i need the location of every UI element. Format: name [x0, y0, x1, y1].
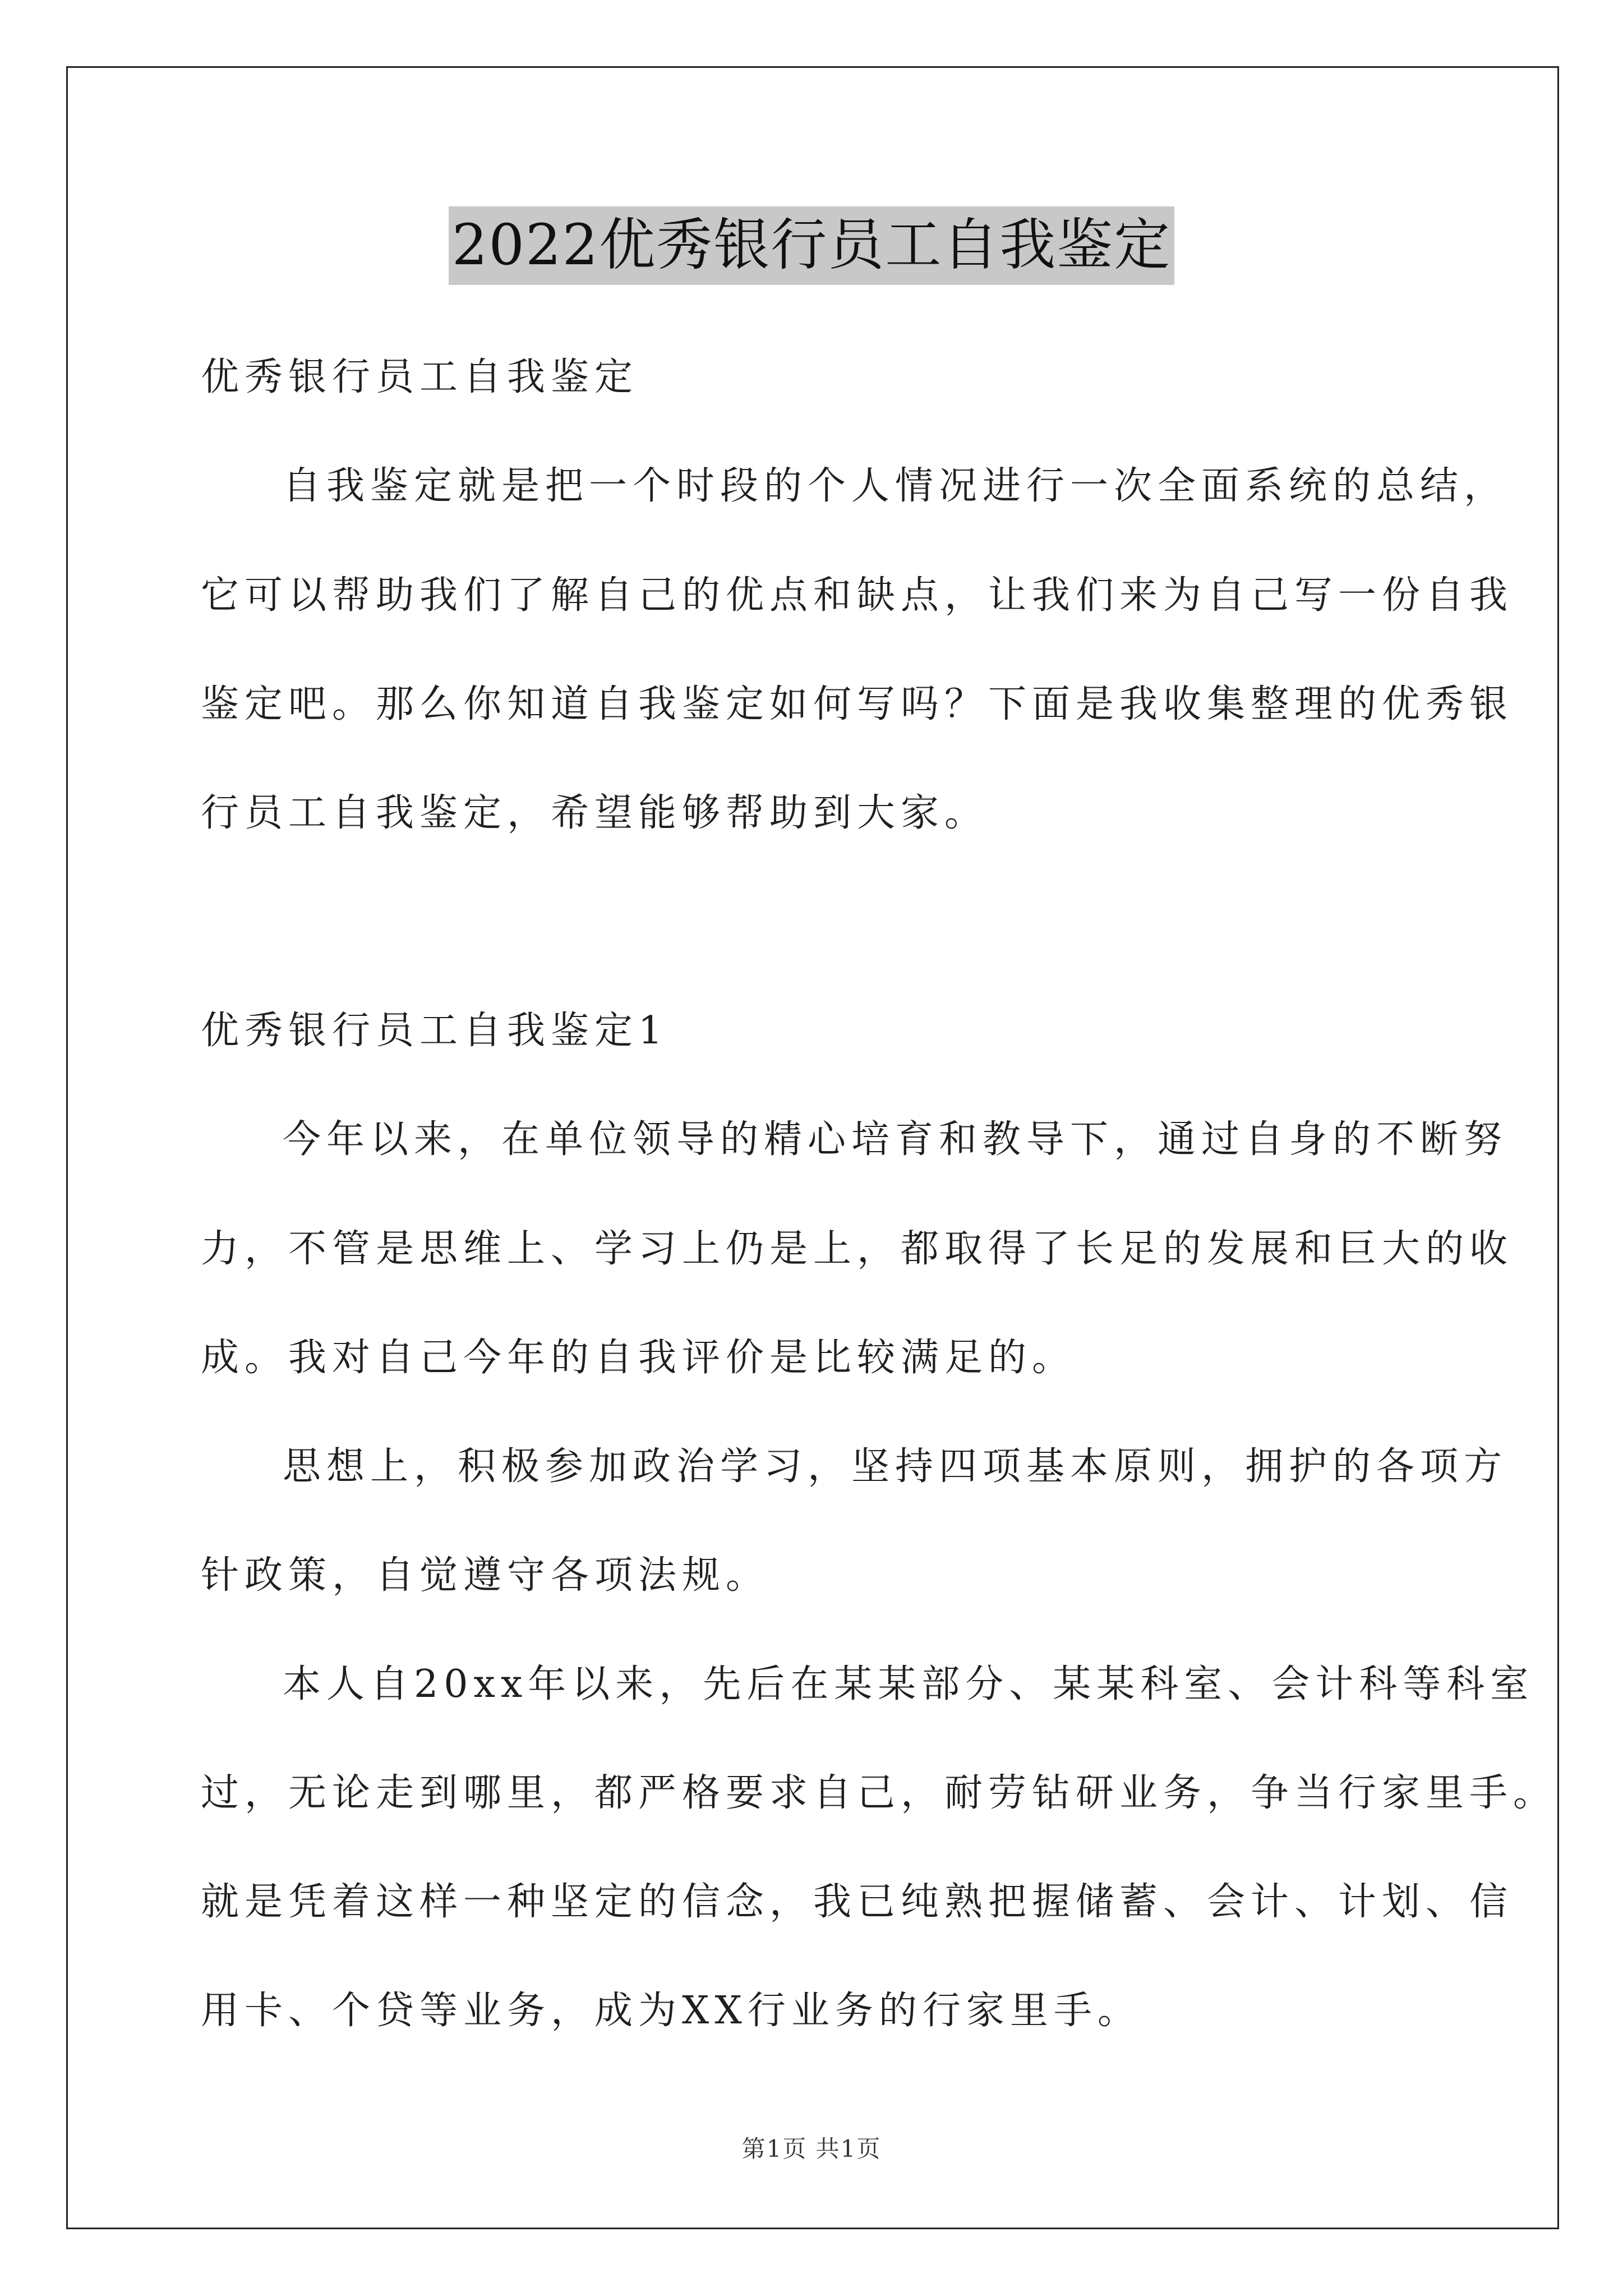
paragraph-line: 用卡、个贷等业务，成为XX行业务的行家里手。 — [201, 1989, 1141, 2033]
paragraph-line: 就是凭着这样一种坚定的信念，我已纯熟把握储蓄、会计、计划、信 — [201, 1880, 1514, 1924]
section-heading: 优秀银行员工自我鉴定1 — [201, 1009, 668, 1053]
paragraph-line: 过，无论走到哪里，都严格要求自己，耐劳钻研业务，争当行家里手。 — [201, 1771, 1557, 1815]
paragraph-line: 力，不管是思维上、学习上仍是上，都取得了长足的发展和巨大的收 — [201, 1227, 1514, 1271]
paragraph-line: 本人自20xx年以来，先后在某某部分、某某科室、会计科等科室 — [283, 1662, 1534, 1706]
intro-line: 自我鉴定就是把一个时段的个人情况进行一次全面系统的总结， — [283, 464, 1508, 508]
intro-heading: 优秀银行员工自我鉴定 — [201, 355, 639, 399]
paragraph-line: 成。我对自己今年的自我评价是比较满足的。 — [201, 1336, 1076, 1380]
page-number-footer: 第1页 共1页 — [741, 2135, 882, 2162]
intro-line: 它可以帮助我们了解自己的优点和缺点，让我们来为自己写一份自我 — [201, 573, 1514, 618]
title-container — [0, 206, 1623, 285]
paragraph-line: 今年以来，在单位领导的精心培育和教导下，通过自身的不断努 — [283, 1117, 1508, 1162]
document-title: 2022优秀银行员工自我鉴定 — [449, 206, 1175, 285]
intro-line: 鉴定吧。那么你知道自我鉴定如何写吗？下面是我收集整理的优秀银 — [201, 682, 1514, 726]
intro-line: 行员工自我鉴定，希望能够帮助到大家。 — [201, 791, 989, 835]
paragraph-line: 针政策，自觉遵守各项法规。 — [201, 1553, 770, 1598]
paragraph-line: 思想上，积极参加政治学习，坚持四项基本原则，拥护的各项方 — [283, 1444, 1508, 1489]
